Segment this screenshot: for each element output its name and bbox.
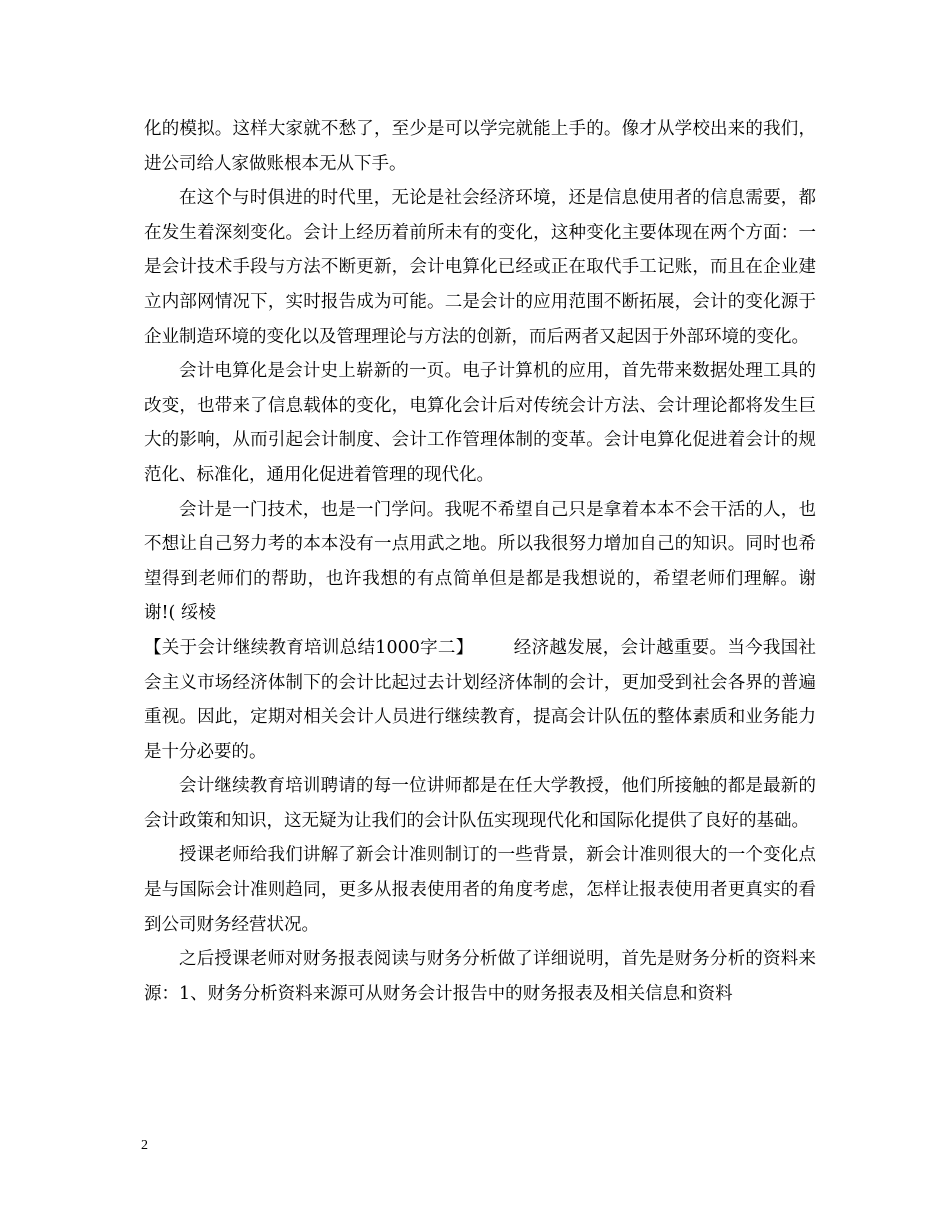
paragraph: 之后授课老师对财务报表阅读与财务分析做了详细说明，首先是财务分析的资料来源：1、财务分析资料来源可从财务会计报告中的财务报表及相关信息和资料	[144, 949, 816, 1004]
paragraph: 会计电算化是会计史上崭新的一页。电子计算机的应用，首先带来数据处理工具的改变，也带来了信息载体的变化，电算化会计后对传统会计方法、会计理论都将发生巨大的影响，从而引起会计制度、会计工作管理体制的变革。会计电算化促进着会计的规范化、标准化，通用化促进着管理的现代化。	[144, 361, 816, 485]
page-number: 2	[141, 1138, 148, 1153]
paragraph: 授课老师给我们讲解了新会计准则制订的一些背景，新会计准则很大的一个变化点是与国际会计准则趋同，更多从报表使用者的角度考虑，怎样让报表使用者更真实的看到公司财务经营状况。	[144, 845, 816, 935]
paragraph: 在这个与时俱进的时代里，无论是社会经济环境，还是信息使用者的信息需要，都在发生着深刻变化。会计上经历着前所未有的变化，这种变化主要体现在两个方面：一是会计技术手段与方法不断更新，会计电算化已经或正在取代手工记账，而且在企业建立内部网情况下，实时报告成为可能。二是会计的应用范围不断拓展，会计的变化源于企业制造环境的变化以及管理理论与方法的创新，而后两者又起因于外部环境的变化。	[144, 188, 816, 347]
paragraph: 会计继续教育培训聘请的每一位讲师都是在任大学教授，他们所接触的都是最新的会计政策和知识，这无疑为让我们的会计队伍实现现代化和国际化提供了良好的基础。	[144, 776, 816, 831]
paragraph: 会计是一门技术，也是一门学问。我呢不希望自己只是拿着本本不会干活的人，也不想让自己努力考的本本没有一点用武之地。所以我很努力增加自己的知识。同时也希望得到老师们的帮助，也许我想的有点简单但是都是我想说的，希望老师们理解。谢谢!( 绥棱	[144, 499, 816, 624]
paragraph: 化的模拟。这样大家就不愁了，至少是可以学完就能上手的。像才从学校出来的我们，进公司给人家做账根本无从下手。	[144, 119, 816, 174]
paragraph-with-heading	[144, 631, 816, 769]
paragraph-text: 经济越发展，会计越重要。当今我国社会主义市场经济体制下的会计比起过去计划经济体制的会计，更加受到社会各界的普遍重视。因此，定期对相关会计人员进行继续教育，提高会计队伍的整体素质和业务能力是十分必要的。	[144, 637, 816, 762]
section-heading: 【关于会计继续教育培训总结1000字二】	[144, 637, 474, 658]
document-body	[144, 112, 816, 1011]
